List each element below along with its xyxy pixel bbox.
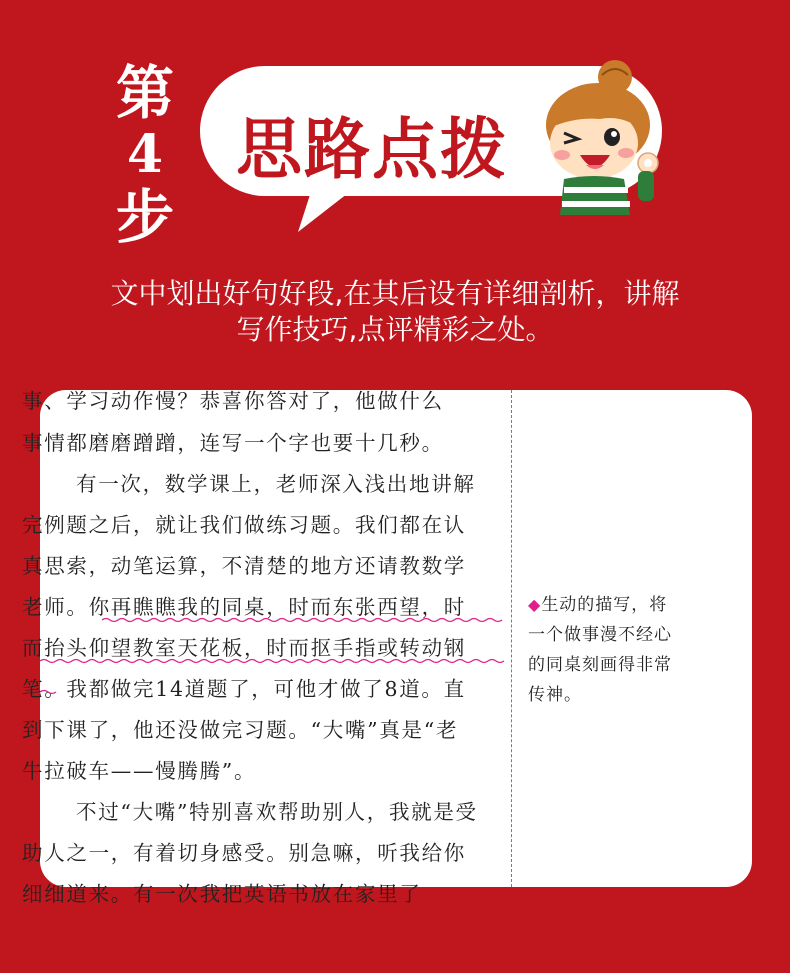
article-line: 真思索，动笔运算，不清楚的地方还请教数学 [22, 554, 466, 578]
diamond-icon: ◆ [528, 595, 542, 614]
description-line-1: 文中划出好句好段,在其后设有详细剖析，讲解 [110, 277, 680, 310]
article-line: 事情都磨磨蹭蹭，连写一个字也要十几秒。 [22, 431, 444, 455]
step-char-2: 步 [115, 183, 174, 251]
cartoon-girl-illustration [520, 55, 670, 215]
article-line: 到下课了，他还没做完习题。“大嘴”真是“老 [22, 718, 459, 742]
description-line-2: 写作技巧,点评精彩之处。 [236, 313, 554, 346]
article-line: 有一次，数学课上，老师深入浅出地讲解 [76, 472, 476, 496]
article-line: 助人之一，有着切身感受。别急嘛，听我给你 [22, 841, 466, 865]
annotation-line: 的同桌刻画得非常 [528, 655, 672, 675]
section-title: 思路点拨 [236, 110, 508, 188]
annotation-line: 一个做事漫不经心 [528, 625, 672, 645]
article-line: 细细道来。有一次我把英语书放在家里了 [22, 882, 422, 906]
article-text [22, 389, 510, 906]
highlight-underline [40, 616, 510, 696]
annotation-line: 传神。 [528, 685, 582, 705]
article-line: 事、学习动作慢？恭喜你答对了，他做什么 [22, 389, 444, 413]
article-line: 老师。你再瞧瞧我的同桌，时而东张西望，时 [22, 595, 466, 619]
annotation-note [528, 590, 708, 710]
article-line: 完例题之后，就让我们做练习题。我们都在认 [22, 513, 466, 537]
annotation-line: 生动的描写，将 [541, 595, 668, 615]
article-line: 笔。我都做完14道题了，可他才做了8道。直 [22, 677, 466, 701]
article-line: 而抬头仰望教室天花板，时而抠手指或转动钢 [22, 636, 466, 660]
step-number: 4 [126, 124, 164, 185]
article-line: 不过“大嘴”特别喜欢帮助别人，我就是受 [76, 800, 478, 824]
annotation-divider [511, 390, 512, 887]
article-card [22, 389, 752, 906]
step-label [110, 59, 180, 251]
article-line: 牛拉破车——慢腾腾”。 [22, 759, 257, 783]
section-description [40, 276, 750, 348]
step-char-1: 第 [115, 59, 174, 127]
